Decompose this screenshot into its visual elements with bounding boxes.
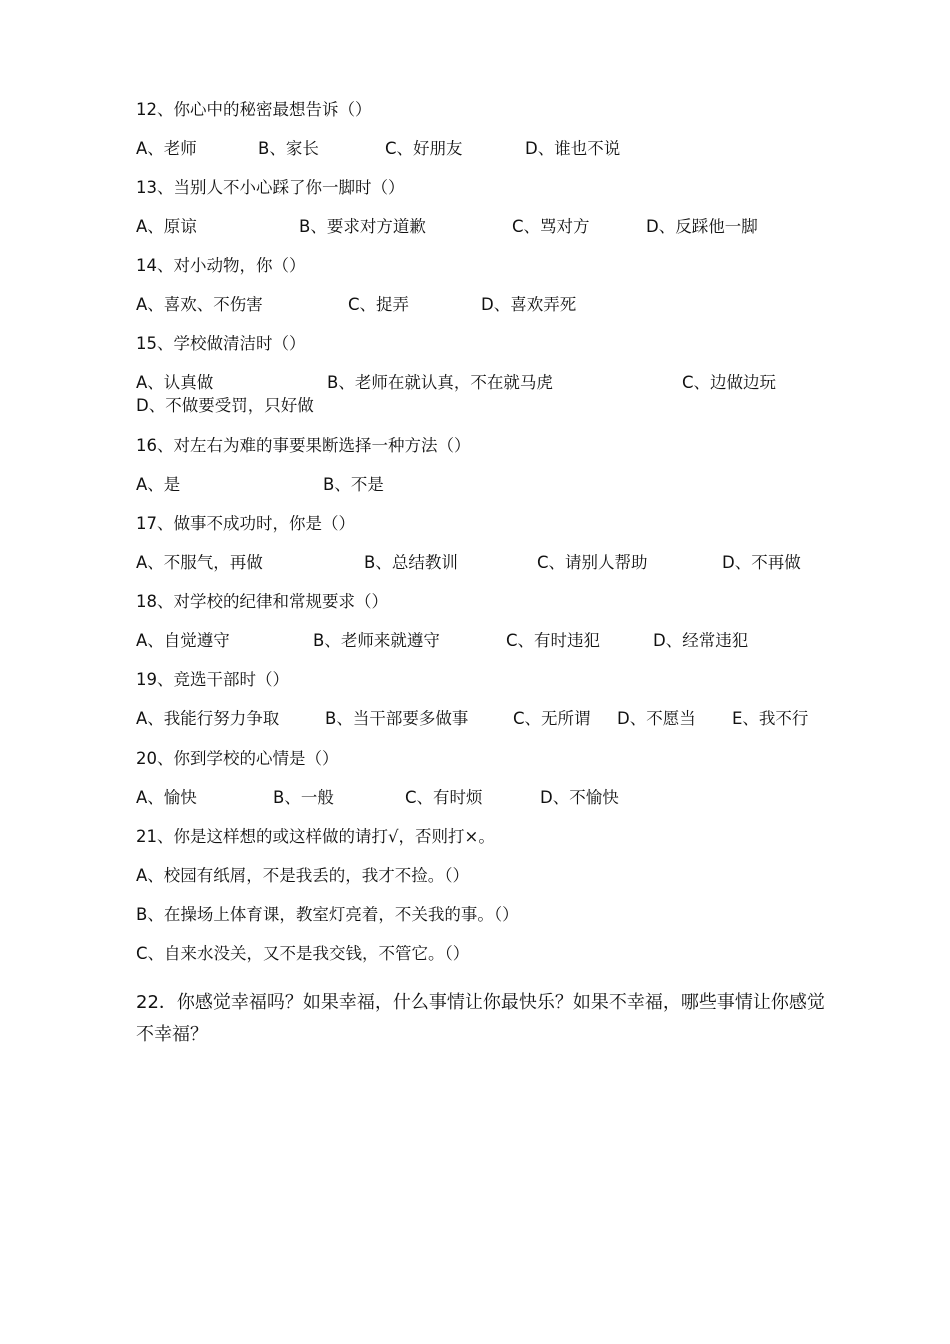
- option-e: E、我不行: [732, 709, 809, 728]
- option-c: C、好朋友: [385, 139, 463, 158]
- question-16: 16、对左右为难的事要果断选择一种方法（）: [136, 436, 471, 455]
- question-21: 21、你是这样想的或这样做的请打√，否则打×。: [136, 827, 495, 846]
- option-d: D、喜欢弄死: [481, 295, 577, 314]
- option-c: C、有时违犯: [506, 631, 601, 650]
- option-c: C、无所谓: [513, 709, 591, 728]
- question-17: 17、做事不成功时，你是（）: [136, 514, 355, 533]
- question-21-item-a: A、校园有纸屑，不是我丢的，我才不捡。（）: [136, 866, 470, 885]
- option-a: A、认真做: [136, 373, 214, 392]
- option-c: C、骂对方: [512, 217, 590, 236]
- option-c: C、有时烦: [405, 788, 483, 807]
- option-a: A、喜欢、不伤害: [136, 295, 263, 314]
- option-b: B、总结教训: [364, 553, 458, 572]
- option-b: B、家长: [258, 139, 319, 158]
- question-18: 18、对学校的纪律和常规要求（）: [136, 592, 388, 611]
- option-d: D、不再做: [722, 553, 801, 572]
- question-13: 13、当别人不小心踩了你一脚时（）: [136, 178, 405, 197]
- question-20: 20、你到学校的心情是（）: [136, 749, 339, 768]
- option-b: B、老师来就遵守: [313, 631, 440, 650]
- option-b: B、一般: [273, 788, 334, 807]
- option-c: C、请别人帮助: [537, 553, 648, 572]
- option-d: D、不愉快: [540, 788, 619, 807]
- question-15-option-d: D、不做要受罚，只好做: [136, 396, 314, 415]
- option-b: B、要求对方道歉: [299, 217, 426, 236]
- option-d: D、经常违犯: [653, 631, 749, 650]
- option-c: C、捉弄: [348, 295, 410, 314]
- option-a: A、是: [136, 475, 181, 494]
- question-14: 14、对小动物，你（）: [136, 256, 306, 275]
- option-a: A、原谅: [136, 217, 197, 236]
- option-a: A、愉快: [136, 788, 197, 807]
- option-b: B、不是: [323, 475, 384, 494]
- question-22: 22．你感觉幸福吗？如果幸福，什么事情让你最快乐？如果不幸福，哪些事情让你感觉不幸福？: [136, 992, 825, 1045]
- option-d: D、反踩他一脚: [646, 217, 758, 236]
- option-a: A、老师: [136, 139, 197, 158]
- question-15: 15、学校做清洁时（）: [136, 334, 306, 353]
- option-b: B、老师在就认真，不在就马虎: [327, 373, 553, 392]
- question-12: 12、你心中的秘密最想告诉（）: [136, 100, 372, 119]
- option-d: D、不愿当: [617, 709, 696, 728]
- option-c: C、边做边玩: [682, 373, 777, 392]
- option-a: A、不服气，再做: [136, 553, 263, 572]
- question-21-item-c: C、自来水没关，又不是我交钱，不管它。（）: [136, 944, 470, 963]
- option-b: B、当干部要多做事: [325, 709, 469, 728]
- option-a: A、自觉遵守: [136, 631, 230, 650]
- question-19: 19、竞选干部时（）: [136, 670, 289, 689]
- question-21-item-b: B、在操场上体育课，教室灯亮着，不关我的事。（）: [136, 905, 519, 924]
- option-d: D、谁也不说: [525, 139, 621, 158]
- option-a: A、我能行努力争取: [136, 709, 280, 728]
